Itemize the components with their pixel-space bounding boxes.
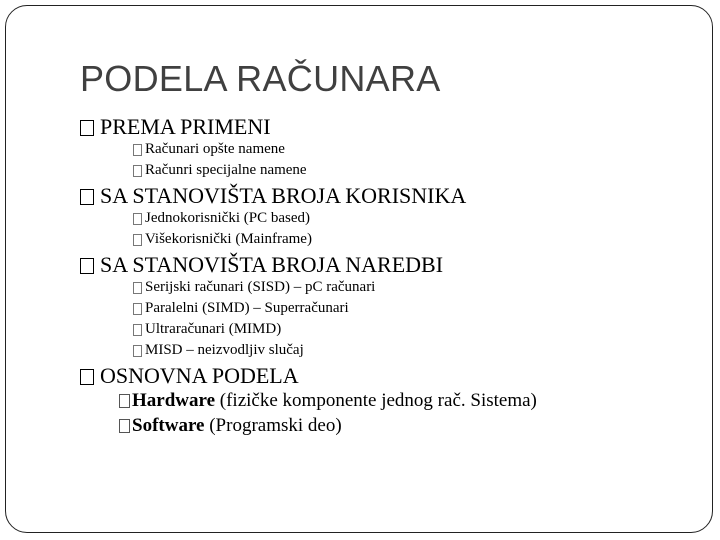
list-item <box>119 388 700 413</box>
bullet-box-icon <box>133 324 142 336</box>
bullet-box-icon <box>119 419 130 433</box>
section-items-prema-primeni <box>133 139 700 181</box>
list-item <box>133 319 700 340</box>
section-items-broj-korisnika <box>133 208 700 250</box>
list-item <box>133 208 700 229</box>
bullet-box-icon <box>80 120 94 136</box>
section-items-osnovna-podela <box>119 388 700 438</box>
bullet-box-icon <box>133 165 142 177</box>
term-software: Software <box>132 415 205 436</box>
bullet-box-icon <box>133 213 142 225</box>
list-item-text: Računri specijalne namene <box>145 162 307 178</box>
bullet-box-icon <box>80 258 94 274</box>
list-item-text: Ultraračunari (MIMD) <box>145 321 282 337</box>
list-item <box>133 277 700 298</box>
slide-content <box>80 114 700 438</box>
section-items-broj-naredbi <box>133 277 700 361</box>
list-item <box>133 139 700 160</box>
bullet-box-icon <box>133 234 142 246</box>
list-item-text: Višekorisnički (Mainframe) <box>145 231 312 247</box>
section-heading-text: PREMA PRIMENI <box>100 114 271 139</box>
section-heading-text: OSNOVNA PODELA <box>100 363 299 388</box>
section-heading-osnovna-podela <box>80 363 700 388</box>
bullet-box-icon <box>133 144 142 156</box>
list-item-text: Računari opšte namene <box>145 141 285 157</box>
list-item <box>119 413 700 438</box>
bullet-box-icon <box>133 345 142 357</box>
section-heading-text: SA STANOVIŠTA BROJA KORISNIKA <box>100 183 467 208</box>
bullet-box-icon <box>133 303 142 315</box>
bullet-box-icon <box>133 282 142 294</box>
section-heading-text: SA STANOVIŠTA BROJA NAREDBI <box>100 252 444 277</box>
list-item <box>133 229 700 250</box>
list-item <box>133 340 700 361</box>
list-item-text: MISD – neizvodljiv slučaj <box>145 342 304 358</box>
list-item-text: Jednokorisnički (PC based) <box>145 210 310 226</box>
term-description: (fizičke komponente jednog rač. Sistema) <box>215 390 537 411</box>
bullet-box-icon <box>80 189 94 205</box>
section-heading-broj-naredbi <box>80 252 700 277</box>
list-item-text: Paralelni (SIMD) – Superračunari <box>145 300 349 316</box>
section-heading-prema-primeni <box>80 114 700 139</box>
list-item <box>133 298 700 319</box>
term-description: (Programski deo) <box>204 415 342 436</box>
bullet-box-icon <box>119 394 130 408</box>
list-item-text: Serijski računari (SISD) – pC računari <box>145 279 376 295</box>
list-item <box>133 160 700 181</box>
section-heading-broj-korisnika <box>80 183 700 208</box>
slide-title: PODELA RAČUNARA <box>80 58 441 99</box>
bullet-box-icon <box>80 369 94 385</box>
term-hardware: Hardware <box>132 390 216 411</box>
